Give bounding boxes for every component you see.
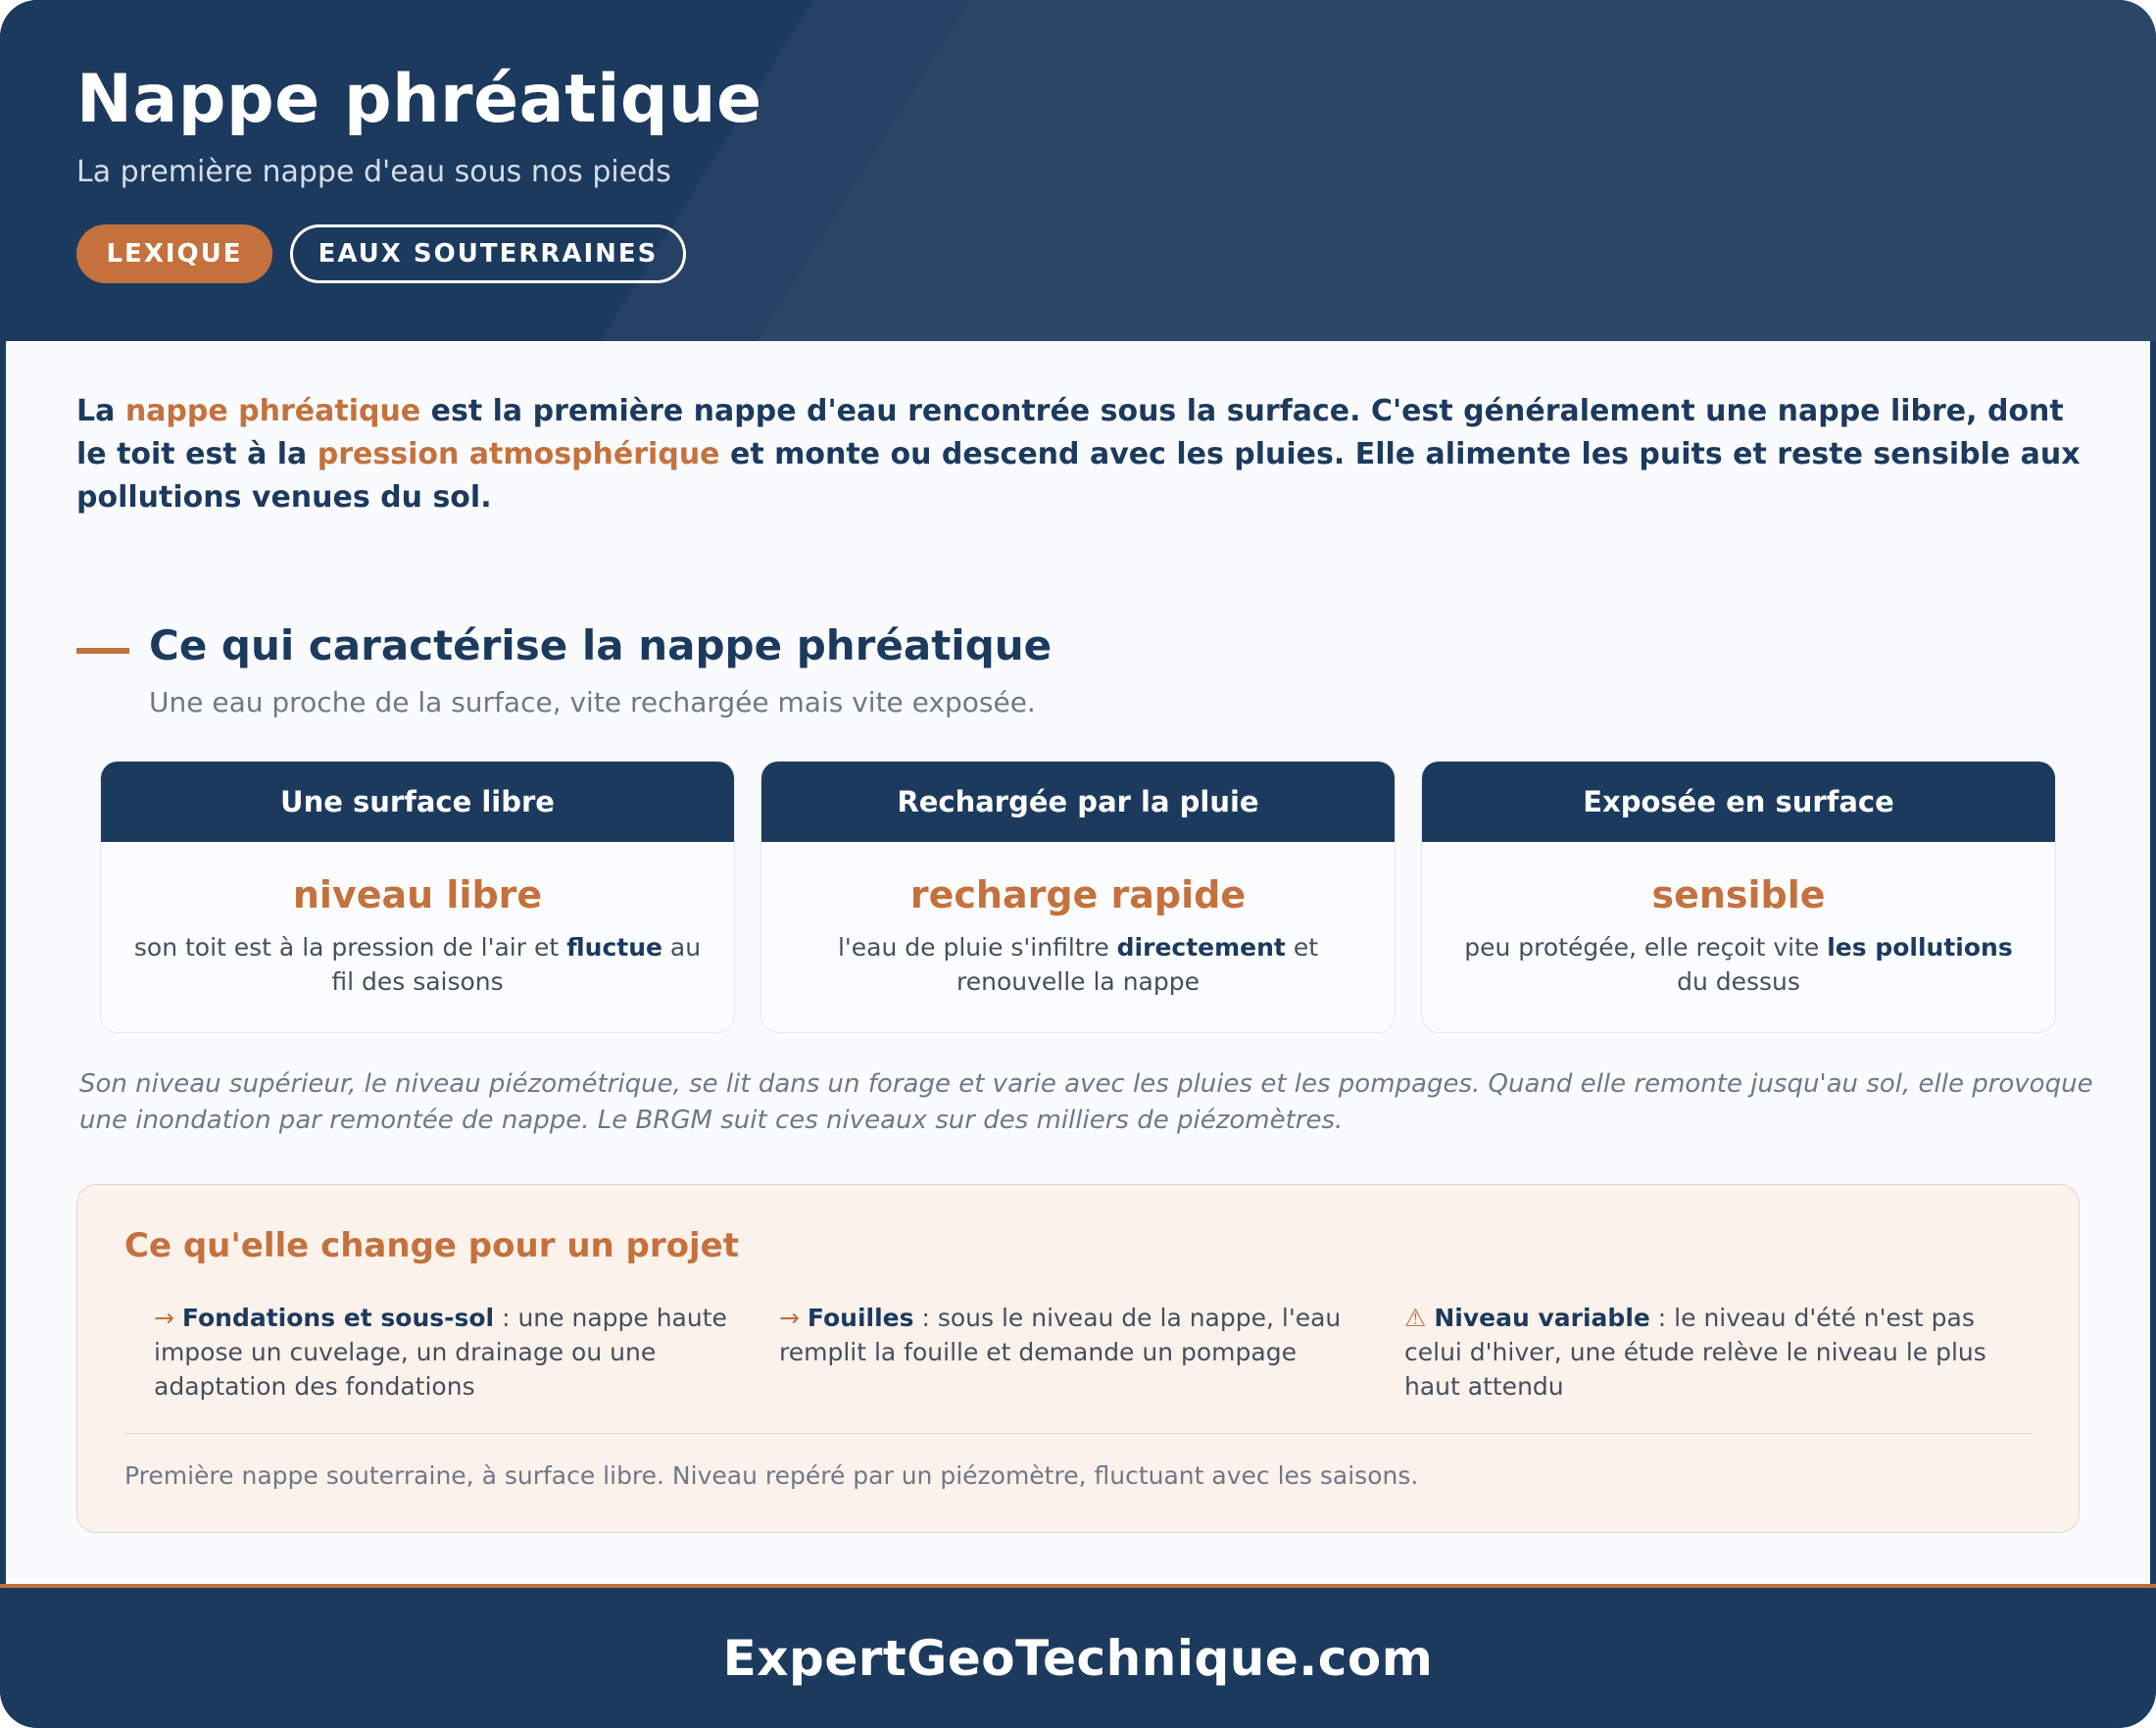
intro-paragraph: [76, 390, 2095, 519]
section-title: Ce qui caractérise la nappe phréatique: [149, 621, 1053, 669]
intro-text: et monte ou descend avec les pluies. Elle alimente les puits et reste sensible aux pollutions venues du sol.: [76, 437, 2081, 515]
project-item: [154, 1301, 742, 1404]
project-title: Ce qu'elle change pour un projet: [124, 1226, 739, 1265]
project-panel: [76, 1184, 2080, 1533]
project-item: [1404, 1301, 1992, 1404]
footer-brand[interactable]: ExpertGeoTechnique.com: [0, 1588, 2156, 1728]
card-text: au fil des saisons: [331, 933, 702, 996]
project-item-label: Niveau variable: [1434, 1304, 1650, 1332]
page-subtitle: La première nappe d'eau sous nos pieds: [76, 155, 671, 189]
section-subtitle: Une eau proche de la surface, vite rechargée mais vite exposée.: [149, 686, 1036, 718]
section-accent-dash: [76, 648, 129, 654]
project-item-label: Fouilles: [807, 1304, 914, 1332]
card-text: son toit est à la pression de l'air et: [133, 933, 567, 962]
intro-text: est la première nappe d'eau rencontrée sous la surface. C'est généralement une nappe libre, dont le toit est à la: [76, 394, 2064, 471]
intro-highlight-term: pression atmosphérique: [317, 437, 720, 471]
card-header: Une surface libre: [101, 762, 734, 842]
header-decoration: [758, 0, 2156, 341]
card-text-bold: les pollutions: [1827, 933, 2013, 962]
feature-card: [760, 761, 1396, 1033]
card-description: [1449, 930, 2028, 999]
tag-eaux-souterraines[interactable]: EAUX SOUTERRAINES: [290, 224, 686, 283]
card-header: Exposée en surface: [1422, 762, 2055, 842]
project-item-label: Fondations et sous-sol: [181, 1304, 495, 1332]
project-footer-note: Première nappe souterraine, à surface libre. Niveau repéré par un piézomètre, fluctuant avec les saisons.: [124, 1461, 1419, 1490]
project-item: [779, 1301, 1367, 1369]
feature-card: [100, 761, 735, 1033]
card-text: l'eau de pluie s'infiltre: [837, 933, 1117, 962]
card-text: et renouvelle la nappe: [956, 933, 1319, 996]
card-keyword: recharge rapide: [909, 873, 1247, 916]
divider: [124, 1433, 2034, 1434]
card-text-bold: directement: [1116, 933, 1286, 962]
card-text: du dessus: [1677, 967, 1800, 996]
card-header: Rechargée par la pluie: [761, 762, 1395, 842]
page-header: [0, 0, 2156, 341]
feature-card: [1421, 761, 2056, 1033]
page-title: Nappe phréatique: [76, 61, 762, 138]
card-text-bold: fluctue: [566, 933, 662, 962]
arrow-right-icon: →: [779, 1304, 800, 1332]
intro-highlight-term: nappe phréatique: [124, 394, 421, 428]
card-description: [789, 930, 1367, 999]
main-content: [6, 341, 2150, 1586]
note-paragraph: Son niveau supérieur, le niveau piézométrique, se lit dans un forage et varie avec les pluies et les pompages. Quand elle remonte jusqu'au sol, elle provoque une inondation par remontée de nappe. Le BRGM suit ces niveaux sur des milliers de piézomètres.: [79, 1069, 2093, 1135]
intro-text: La: [76, 394, 125, 428]
project-item-text: : le niveau d'été n'est pas celui d'hiver, une étude relève le niveau le plus haut attendu: [1404, 1304, 1986, 1401]
arrow-right-icon: →: [154, 1304, 174, 1332]
warning-icon: ⚠: [1404, 1304, 1427, 1332]
card-description: [128, 930, 707, 999]
project-item-text: : une nappe haute impose un cuvelage, un drainage ou une adaptation des fondations: [154, 1304, 727, 1401]
project-item-text: : sous le niveau de la nappe, l'eau remplit la fouille et demande un pompage: [779, 1304, 1342, 1366]
tag-lexique[interactable]: LEXIQUE: [76, 224, 272, 283]
card-keyword: sensible: [1651, 873, 1826, 916]
card-text: peu protégée, elle reçoit vite: [1464, 933, 1828, 962]
card-keyword: niveau libre: [292, 873, 543, 916]
